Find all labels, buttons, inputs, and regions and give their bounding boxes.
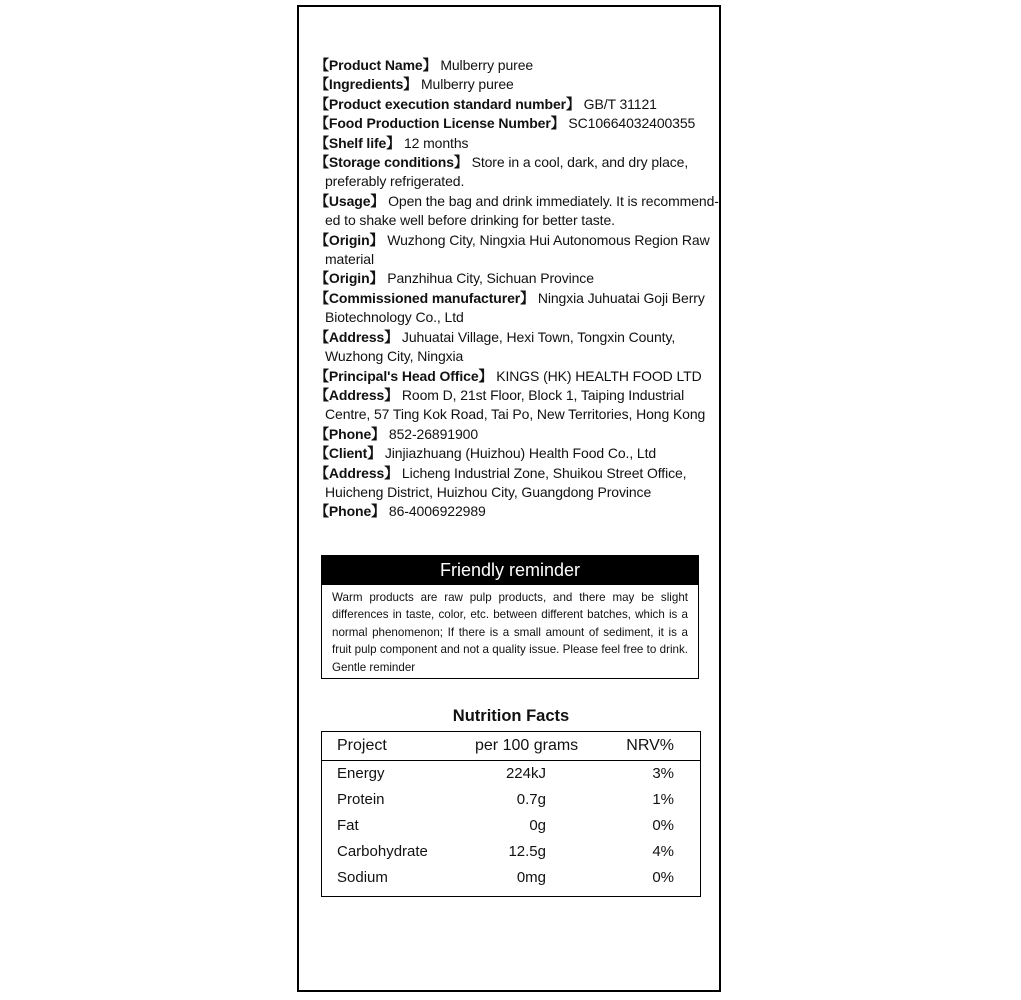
info-value: Ningxia Juhuatai Goji Berry Biotechnology Co., Ltd [325,289,705,326]
nutrient-name: Fat [337,817,359,834]
info-ingredients [315,75,719,94]
nutrition-facts-title: Nutrition Facts [452,707,570,725]
info-value: Room D, 21st Floor, Block 1, Taiping Industrial Centre, 57 Ting Kok Road, Tai Po, New Territories, Hong Kong [325,386,706,423]
info-client [315,444,719,463]
info-value: 852-26891900 [388,425,479,442]
info-origin [315,231,719,270]
nutrient-nrv: 3% [652,765,674,782]
nutrient-amount: 0.7g [516,791,546,808]
nutrient-nrv: 1% [652,791,674,808]
info-value: 12 months [403,134,469,151]
info-manufacturer [315,289,719,328]
info-key: 【Client】 [315,445,382,462]
info-value: KINGS (HK) HEALTH FOOD LTD [496,367,702,384]
info-value: Panzhihua City, Sichuan Province [387,270,594,287]
nutrient-amount: 224kJ [505,765,546,782]
nutrition-row-energy [322,761,700,787]
info-client-address [315,464,719,503]
info-key: 【Usage】 [315,192,385,209]
info-key: 【Product execution standard number】 [315,95,580,112]
product-info-list [315,56,719,522]
header-per-100-grams: per 100 grams [475,737,579,754]
info-head-office-phone [315,425,719,444]
info-key: 【Ingredients】 [315,76,418,93]
info-storage-conditions [315,153,719,192]
nutrient-name: Carbohydrate [337,843,428,860]
header-nrv: NRV% [626,737,674,754]
info-value: Wuzhong City, Ningxia Hui Autonomous Region Raw material [325,231,710,268]
nutrition-row-protein [322,787,700,813]
reminder-text: Warm products are raw pulp products, and there may be slight differences in taste, color, etc. between different batches, which is a normal phenomenon; If there is a small amount of sediment, it is a fruit pulp component and not a quality issue. Please feel free to drink. Gentle reminder [332,591,688,674]
nutrient-nrv: 0% [652,869,674,886]
info-key: 【Address】 [315,464,399,481]
info-value: Mulberry puree [440,57,534,73]
info-product-name [315,56,719,75]
info-head-office-address [315,386,719,425]
info-key: 【Principal's Head Office】 [315,367,493,384]
nutrient-amount: 0mg [516,869,546,886]
info-standard-number [315,95,719,114]
nutrition-table [321,731,701,897]
info-value: Mulberry puree [420,76,514,93]
info-key: 【Shelf life】 [315,134,401,151]
friendly-reminder-box [321,555,699,679]
info-value: GB/T 31121 [583,95,657,112]
info-usage [315,192,719,231]
info-value: 86-4006922989 [388,503,486,520]
info-value: Jinjiazhuang (Huizhou) Health Food Co., Ltd [384,445,657,462]
header-project: Project [337,737,387,754]
nutrient-nrv: 4% [652,843,674,860]
reminder-title: Friendly reminder [322,556,698,585]
info-origin-raw-material [315,269,719,288]
info-key: 【Origin】 [315,231,384,248]
nutrient-amount: 12.5g [508,843,546,860]
info-manufacturer-address [315,328,719,367]
info-key: 【Product Name】 [315,57,437,73]
nutrition-row-fat [322,813,700,839]
info-value: Open the bag and drink immediately. It is recommend-ed to shake well before drinking for better taste. [325,192,719,229]
info-value: Licheng Industrial Zone, Shuikou Street Office, Huicheng District, Huizhou City, Guangdong Province [325,464,687,500]
info-key: 【Commissioned manufacturer】 [315,289,535,306]
nutrient-name: Protein [337,791,385,808]
info-key: 【Phone】 [315,425,386,442]
info-key: 【Phone】 [315,503,386,520]
nutrient-name: Sodium [337,869,388,886]
info-key: 【Origin】 [315,270,384,287]
info-license-number [315,114,719,133]
info-shelf-life [315,134,719,153]
nutrition-header-row [322,732,700,761]
info-key: 【Address】 [315,386,399,403]
nutrition-row-carbohydrate [322,839,700,865]
info-value: Juhuatai Village, Hexi Town, Tongxin County, Wuzhong City, Ningxia [325,328,676,365]
info-value: Store in a cool, dark, and dry place, preferably refrigerated. [325,154,689,190]
info-value: SC10664032400355 [568,115,696,132]
info-key: 【Storage conditions】 [315,154,468,171]
info-key: 【Address】 [315,328,399,345]
nutrient-amount: 0g [529,817,546,834]
info-client-phone [315,502,719,521]
nutrient-name: Energy [337,765,385,782]
info-key: 【Food Production License Number】 [315,115,565,132]
info-head-office [315,367,719,386]
nutrition-row-sodium [322,865,700,891]
nutrient-nrv: 0% [652,817,674,834]
